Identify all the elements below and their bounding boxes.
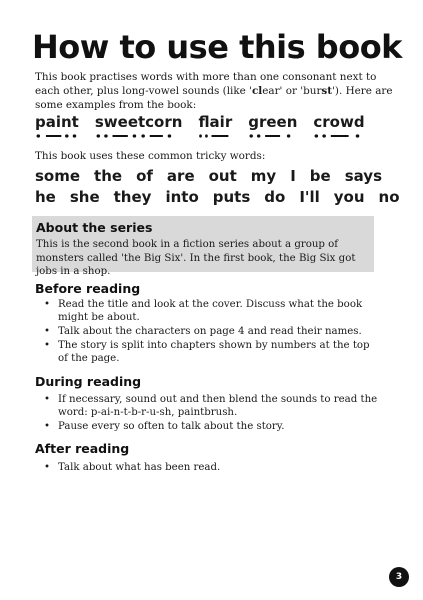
list-item: • Talk about the characters on page 4 and read their names. [42, 325, 382, 338]
tricky-word: I'll [299, 188, 320, 206]
list-item: • Pause every so often to talk about the story. [42, 420, 382, 433]
tricky-word: do [264, 188, 286, 206]
tricky-word: my [250, 167, 277, 185]
tricky-word: says [344, 167, 383, 185]
tricky-word: I [290, 167, 296, 185]
during-reading-list [42, 393, 382, 434]
tricky-word: of [136, 167, 153, 185]
tricky-word: some [35, 167, 81, 185]
example-word: flair [198, 113, 232, 131]
sound-markers [313, 133, 364, 139]
during-reading-heading: During reading [35, 374, 142, 389]
sound-markers [248, 133, 297, 139]
tricky-word: you [333, 188, 365, 206]
tricky-words-intro: This book uses these common tricky words: [35, 150, 266, 162]
example-word: crowd [313, 113, 364, 131]
list-item: • If necessary, sound out and then blend the sounds to read the word: p-ai-n-t-b-r-u-sh, paintbrush. [42, 393, 382, 419]
intro-text: This book practises words with more than one consonant next to each other, plus long-vowel sounds (like 'clear' or 'burst'). Here are some examples from the book: [35, 71, 393, 111]
example-words [35, 113, 365, 131]
after-reading-list [42, 461, 382, 475]
tricky-word: no [378, 188, 400, 206]
before-reading-heading: Before reading [35, 281, 141, 296]
example-word: green [248, 113, 297, 131]
list-item: • Read the title and look at the cover. Discuss what the book might be about. [42, 298, 382, 324]
about-series-box [32, 216, 374, 277]
sound-markers [35, 133, 79, 139]
tricky-word: out [208, 167, 237, 185]
tricky-word: the [94, 167, 123, 185]
tricky-word: are [166, 167, 195, 185]
tricky-word: be [309, 167, 331, 185]
tricky-word: into [165, 188, 199, 206]
tricky-word: he [35, 188, 56, 206]
tricky-words-row-1 [35, 167, 382, 185]
example-word: sweetcorn [95, 113, 183, 131]
about-series-text: This is the second book in a fiction series about a group of monsters called 'the Big Six'. In the first book, the Big Six got jobs in a shop. [36, 239, 356, 277]
example-word: paint [35, 113, 79, 131]
tricky-word: they [113, 188, 152, 206]
after-reading-heading: After reading [35, 441, 130, 456]
about-series-heading: About the series [36, 220, 153, 235]
tricky-word: she [69, 188, 100, 206]
sound-markers [198, 133, 232, 139]
list-item: • Talk about what has been read. [42, 461, 382, 474]
sound-markers [95, 133, 183, 139]
tricky-words-row-2 [35, 188, 400, 206]
page-title: How to use this book [32, 28, 402, 66]
before-reading-list [42, 298, 382, 366]
tricky-word: puts [212, 188, 251, 206]
list-item: • The story is split into chapters shown by numbers at the top of the page. [42, 339, 382, 365]
page-number-badge: 3 [389, 567, 409, 587]
